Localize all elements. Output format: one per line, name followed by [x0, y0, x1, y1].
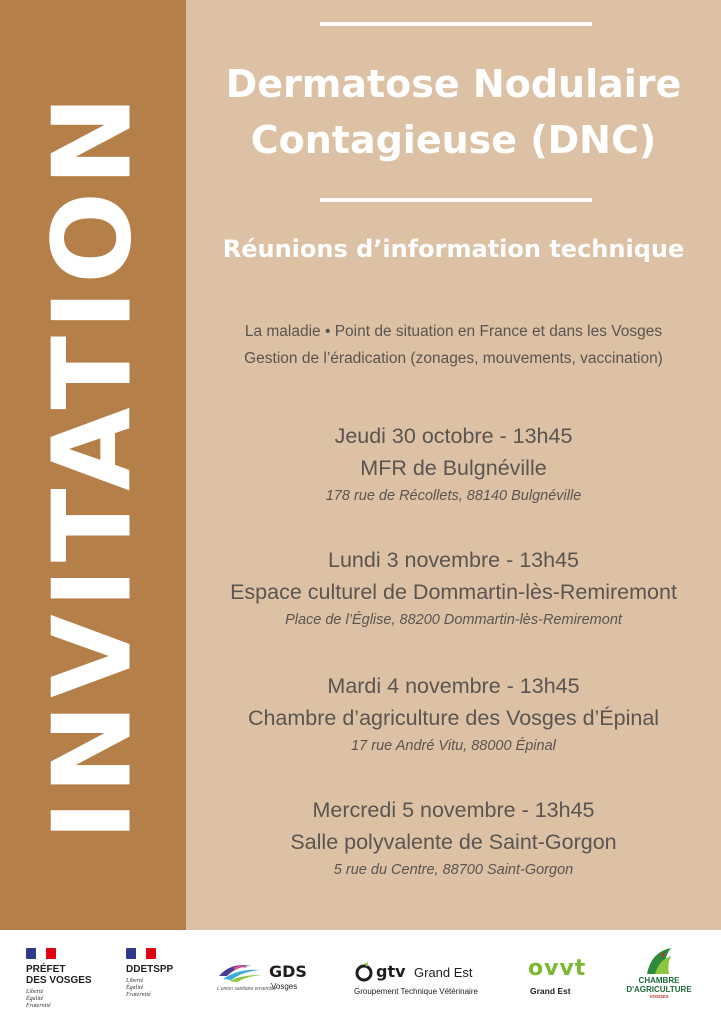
gtv-ring-icon — [354, 962, 374, 982]
ovvt-logo — [528, 956, 598, 1000]
event-venue: MFR de Bulgnéville — [360, 456, 547, 480]
prefet-vosges-logo — [26, 948, 92, 1010]
motto-egalite: Égalité — [26, 996, 44, 1002]
event-venue: Salle polyvalente de Saint-Gorgon — [290, 830, 617, 854]
gds-vosges-logo — [217, 958, 327, 998]
gds-tagline: L'union sanitaire ensemble — [217, 986, 277, 992]
event-address: Place de l’Église, 88200 Dommartin-lès-Remiremont — [285, 612, 622, 628]
chambre-agriculture-logo — [626, 946, 692, 1010]
gds-swoosh-icon — [217, 960, 265, 982]
page-title — [186, 56, 721, 168]
gtv-region: Grand Est — [414, 965, 473, 980]
event-address: 178 rue de Récollets, 88140 Bulgnéville — [325, 488, 582, 504]
event-address: 17 rue André Vitu, 88000 Épinal — [351, 738, 556, 754]
chambre-sub: VOSGES — [649, 994, 669, 999]
chambre-line-1: CHAMBRE — [638, 976, 680, 985]
gds-name: GDS — [269, 962, 307, 981]
event-date: Lundi 3 novembre - 13h45 — [327, 548, 579, 572]
sidebar-band — [0, 0, 186, 930]
prefet-line-1: PRÉFET — [26, 964, 66, 975]
bottom-divider — [320, 198, 592, 202]
gtv-grand-est-logo — [354, 960, 494, 1000]
event-item — [186, 420, 721, 508]
event-date: Jeudi 30 octobre - 13h45 — [334, 424, 573, 448]
event-item — [186, 670, 721, 758]
prefet-line-2: DES VOSGES — [26, 975, 92, 986]
topics-block — [186, 318, 721, 372]
gtv-sub: Groupement Technique Vétérinaire — [354, 987, 478, 996]
event-address: 5 rue du Centre, 88700 Saint-Gorgon — [333, 862, 574, 878]
motto-fraternite: Fraternité — [26, 1003, 51, 1009]
ddetspp-logo — [126, 948, 173, 999]
partner-logos-footer — [0, 930, 721, 1024]
event-venue: Espace culturel de Dommartin-lès-Remiremont — [230, 580, 677, 604]
gds-sub: Vosges — [271, 982, 298, 991]
gtv-name: gtv — [376, 962, 406, 981]
event-date: Mardi 4 novembre - 13h45 — [327, 674, 580, 698]
ddetspp-name: DDETSPP — [126, 964, 174, 975]
motto-egalite: Égalité — [126, 985, 144, 991]
top-divider — [320, 22, 592, 26]
title-line-1: Dermatose Nodulaire — [225, 62, 682, 106]
topics-line-1: La maladie • Point de situation en France et dans les Vosges — [244, 323, 663, 340]
title-line-2: Contagieuse (DNC) — [250, 118, 657, 162]
page-subtitle: Réunions d’information technique — [222, 235, 685, 263]
motto-liberte: Liberté — [26, 989, 44, 995]
event-item — [186, 544, 721, 632]
marianne-flag-icon — [126, 948, 156, 959]
ovvt-name: ovvt — [528, 956, 587, 981]
main-panel — [186, 0, 721, 930]
event-date: Mercredi 5 novembre - 13h45 — [312, 798, 595, 822]
motto-fraternite: Fraternité — [126, 992, 151, 998]
ovvt-sub: Grand Est — [530, 986, 571, 996]
event-venue: Chambre d’agriculture des Vosges d’Épinal — [247, 706, 660, 730]
event-item — [186, 794, 721, 882]
chambre-line-2: D'AGRICULTURE — [626, 984, 692, 994]
chambre-leaf-icon — [641, 946, 677, 976]
invitation-word: INVITATION — [30, 89, 156, 841]
marianne-flag-icon — [26, 948, 56, 959]
topics-line-2: Gestion de l’éradication (zonages, mouvements, vaccination) — [244, 350, 663, 367]
motto-liberte: Liberté — [126, 978, 144, 984]
